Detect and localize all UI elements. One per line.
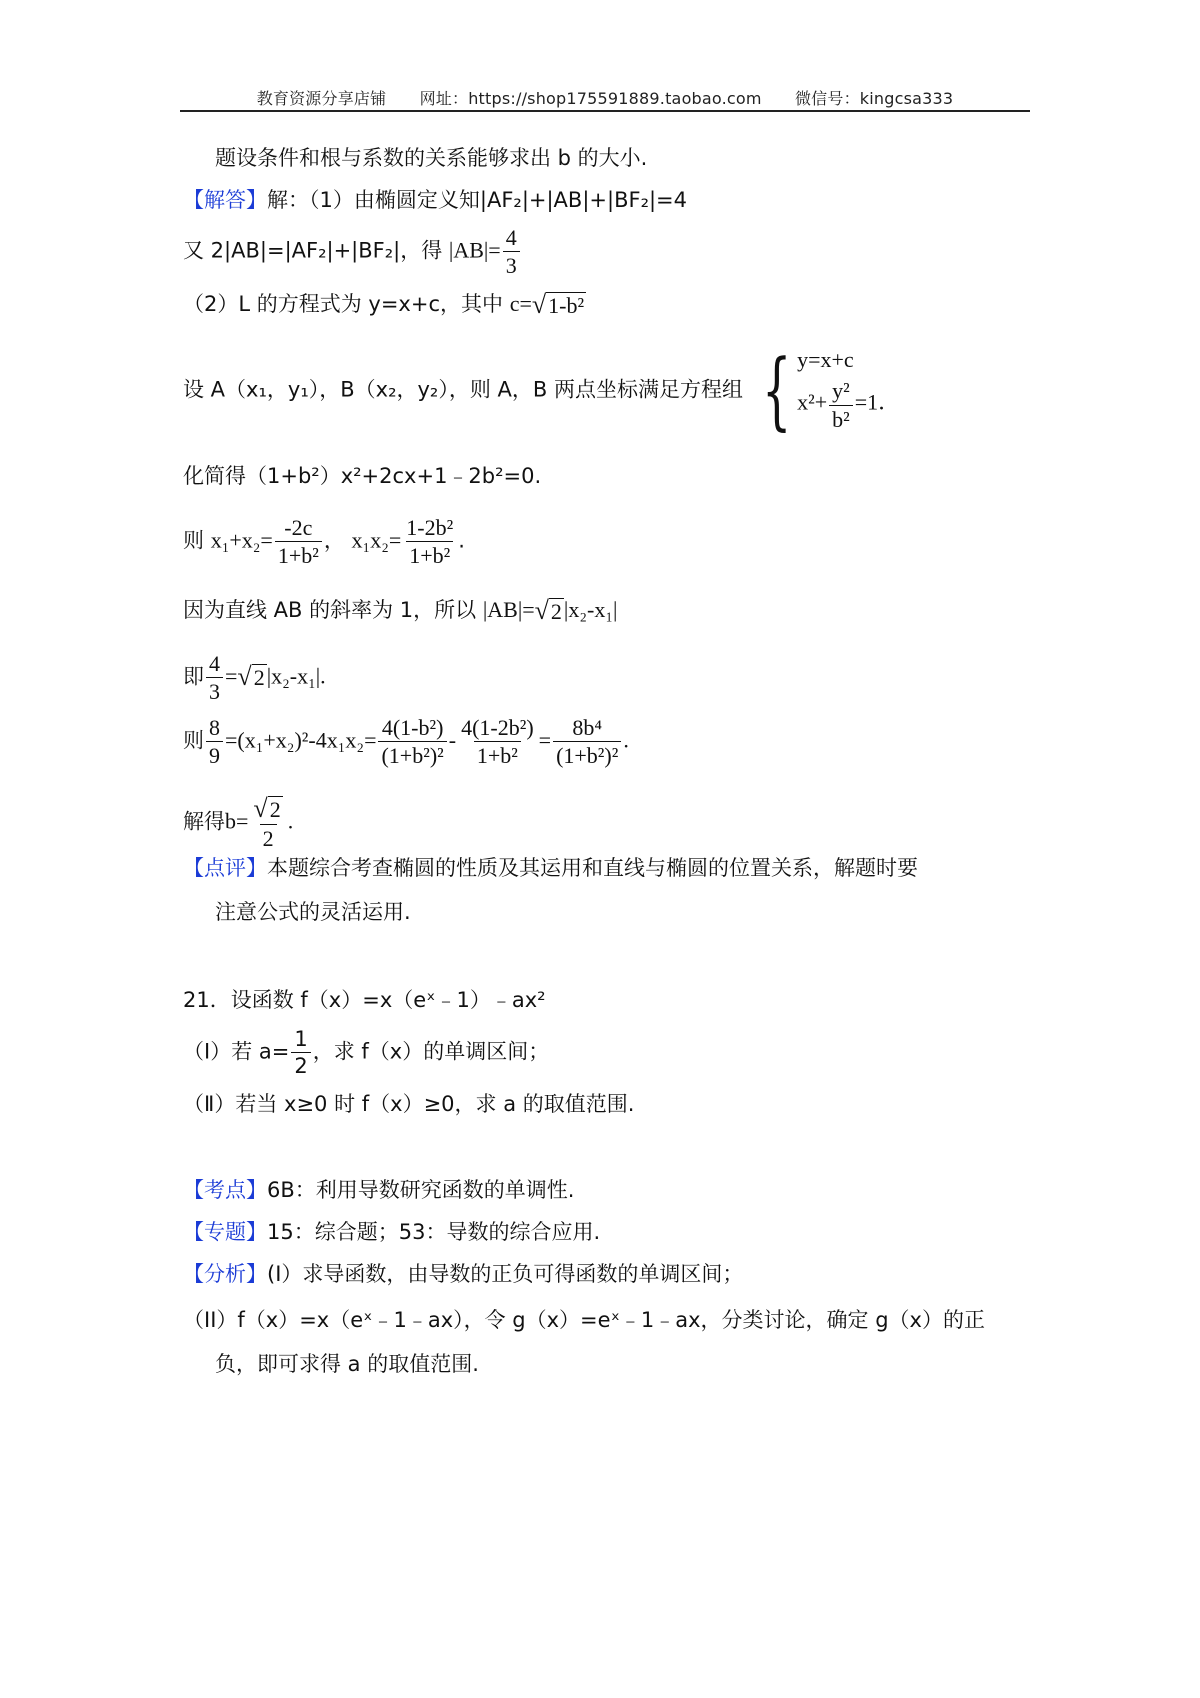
s2-fraction [503, 226, 520, 277]
answer-step1-text: 解：（1）由椭圆定义知 [267, 188, 480, 212]
ze-frac-3 [553, 716, 621, 767]
part2-c: c= [509, 291, 532, 317]
ze-frac-1 [378, 716, 446, 767]
vieta-sum-frac [275, 516, 322, 567]
slope-line [183, 598, 617, 624]
ji-sqrt: √ 2 [237, 662, 265, 692]
vieta-sep: ， [323, 528, 345, 553]
q21-stem: 21．设函数 f（x）=x（eˣ﹣1）﹣ax² [183, 988, 546, 1012]
ji-den: 3 [206, 677, 223, 703]
fenxi-line-1 [183, 1264, 743, 1285]
q21-part2: （Ⅱ）若当 x≥0 时 f（x）≥0，求 a 的取值范围. [183, 1092, 635, 1116]
part2-text: （2）L 的方程式为 y=x+c，其中 [183, 292, 504, 317]
kaodian-text: 6B：利用导数研究函数的单调性. [267, 1178, 575, 1202]
answer-line-1 [183, 190, 687, 211]
jiede-prefix: 解得 [183, 809, 225, 834]
slope-sqrt: √ 2 [534, 596, 562, 625]
part2-sqrt: √ 1-b² [531, 290, 585, 319]
q21-p1-suffix: ，求 f（x）的单调区间； [312, 1039, 550, 1064]
jiede-radicand: 2 [269, 796, 281, 822]
ze-den: 9 [206, 741, 223, 767]
s2-den: 3 [503, 251, 520, 277]
system-fraction [829, 379, 853, 430]
kaodian-tag: 【考点】 [183, 1178, 267, 1202]
header-divider [180, 110, 1030, 112]
equation-system [750, 341, 901, 439]
jiede-line [183, 795, 293, 850]
slope-text: 因为直线 AB 的斜率为 1，所以 [183, 598, 477, 623]
ze-f3-num: 8b⁴ [572, 715, 603, 740]
slope-lhs: |AB|= [482, 597, 535, 623]
q21-part1 [183, 1028, 549, 1077]
part2-line [183, 292, 586, 318]
ji-prefix: 即 [183, 664, 204, 689]
ji-line [183, 652, 326, 703]
system-row-2: x²+ $\frac{\text{y²}}{\text{b²}}$ =1． [797, 378, 901, 432]
shop-name: 教育资源分享店铺 [256, 89, 387, 108]
system-line [183, 341, 901, 439]
fenxi-line-3: 负，即可求得 a 的取值范围. [215, 1352, 479, 1376]
ze-eq2: = [538, 727, 552, 753]
ze-prefix: 则 [183, 728, 204, 753]
shop-url: 网址：https://shop175591889.taobao.com [419, 89, 762, 108]
vieta-sum: x₁+x₂= [210, 527, 273, 553]
intro-tail: 题设条件和根与系数的关系能够求出 b 的大小. [215, 146, 648, 170]
wechat-id: 微信号：kingcsa333 [794, 89, 954, 108]
vieta-end: . [458, 528, 465, 553]
review-text: 本题综合考查椭圆的性质及其运用和直线与椭圆的位置关系，解题时要 [267, 856, 918, 880]
ze-f2-den: 1+b² [474, 741, 521, 767]
zhuanti-line [183, 1222, 600, 1243]
slope-radicand: 2 [550, 599, 562, 624]
vieta-prod-den: 1+b² [406, 541, 453, 567]
jiede-num [250, 795, 285, 824]
review-line-2: 注意公式的灵活运用. [215, 900, 411, 924]
review-line-1 [183, 858, 918, 879]
ze-f2-num: 4(1-2b²) [461, 715, 534, 740]
vieta-sum-den: 1+b² [275, 541, 322, 567]
fenxi-line-2: （II）f（x）=x（eˣ﹣1﹣ax），令 g（x）=eˣ﹣1﹣ax，分类讨论，确定 g（x）的正 [183, 1308, 985, 1332]
q21-p1-num: 1 [294, 1027, 308, 1051]
zhuanti-text: 15：综合题；53：导数的综合应用. [267, 1220, 601, 1244]
system-frac-num: y² [832, 378, 850, 404]
s2-prefix: 又 2 [183, 238, 225, 263]
answer-line-2 [183, 226, 522, 277]
ze-num: 8 [209, 715, 220, 740]
system-brace: { [761, 341, 792, 439]
ze-frac-89 [206, 716, 223, 767]
ze-line [183, 716, 629, 767]
ji-abs: |x₂-x₁|. [266, 663, 326, 689]
system-row-1: y=x+c [797, 347, 854, 373]
slope-abs: |x₂-x₁| [563, 597, 618, 623]
answer-tag: 【解答】 [183, 188, 267, 212]
vieta-prod-frac [403, 516, 456, 567]
ji-radicand: 2 [253, 665, 265, 691]
vieta-prefix: 则 [183, 528, 204, 553]
vieta-line [183, 516, 465, 567]
system-text: 设 A（x₁，y₁），B（x₂，y₂），则 A，B 两点坐标满足方程组 [183, 377, 743, 402]
ze-f1-num: 4(1-b²) [381, 715, 444, 740]
system-frac-den: b² [829, 405, 853, 431]
q21-p1-den: 2 [291, 1052, 310, 1077]
ze-frac-2 [458, 716, 537, 767]
ji-frac [206, 652, 223, 703]
jiede-frac [250, 795, 285, 850]
ze-f3-den: (1+b²)² [553, 741, 621, 767]
review-tag: 【点评】 [183, 856, 267, 880]
kaodian-line [183, 1180, 574, 1201]
ze-minus: - [448, 727, 457, 753]
answer-step1-expr: |AF₂|+|AB|+|BF₂|=4 [479, 188, 688, 212]
jiede-sqrt: √ 2 [253, 793, 281, 823]
vieta-sum-num: -2c [284, 515, 313, 540]
ze-end: . [623, 727, 629, 753]
ji-num: 4 [209, 651, 220, 676]
q21-p1-frac [291, 1028, 310, 1077]
zhuanti-tag: 【专题】 [183, 1220, 267, 1244]
jiede-b: b= [225, 808, 249, 834]
part2-radicand: 1-b² [548, 293, 585, 318]
simplify-line: 化简得（1+b²）x²+2cx+1﹣2b²=0. [183, 464, 542, 488]
ji-eq: = [225, 663, 238, 689]
vieta-prod: x₁x₂= [351, 527, 402, 553]
s2-expr: |AB|=|AF₂|+|BF₂|，得 [224, 238, 443, 263]
q21-p1-prefix: （Ⅰ）若 a= [183, 1039, 290, 1064]
s2-num: 4 [505, 225, 517, 250]
ze-f1-den: (1+b²)² [378, 741, 446, 767]
page-header [180, 86, 1030, 109]
fenxi-text-1: (I）求导函数，由导数的正负可得函数的单调区间； [267, 1262, 744, 1286]
ze-mid: =(x₁+x₂)²-4x₁x₂= [225, 727, 377, 753]
vieta-prod-num: 1-2b² [406, 515, 454, 540]
jiede-den: 2 [260, 824, 277, 850]
jiede-end: . [287, 808, 294, 834]
s2-lhs: |AB|= [448, 237, 501, 263]
fenxi-tag: 【分析】 [183, 1262, 267, 1286]
